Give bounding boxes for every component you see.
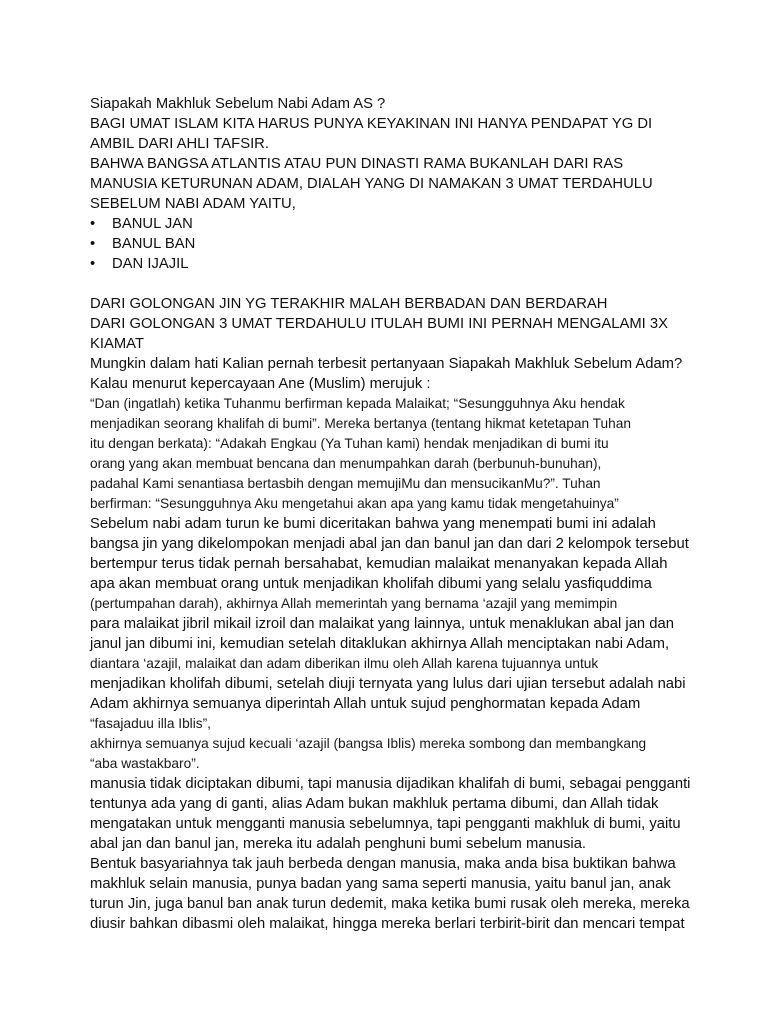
paragraph-line: Sebelum nabi adam turun ke bumi diceritakan bahwa yang menempati bumi ini adalah: [90, 516, 656, 532]
document-page: [90, 94, 710, 934]
paragraph-line: Adam akhirnya semuanya diperintah Allah untuk sujud penghormatan kepada Adam: [90, 696, 641, 712]
paragraph-line: manusia tidak diciptakan dibumi, tapi manusia dijadikan khalifah di bumi, sebagai pengganti: [90, 776, 691, 792]
paragraph-line: abal jan dan banul jan, mereka itu adalah penghuni bumi sebelum manusia.: [90, 836, 587, 852]
section-two-line: Mungkin dalam hati Kalian pernah terbesit pertanyaan Siapakah Makhluk Sebelum Adam?: [90, 356, 683, 372]
section-two: [90, 294, 710, 394]
quote-line: “Dan (ingatlah) ketika Tuhanmu berfirman kepada Malaikat; “Sesungguhnya Aku hendak: [90, 396, 625, 411]
quote-block: [90, 394, 710, 514]
paragraph-line: “fasajaduu illa Iblis”,: [90, 716, 211, 731]
section-two-line: KIAMAT: [90, 336, 144, 352]
intro-line: SEBELUM NABI ADAM YAITU,: [90, 196, 296, 212]
paragraph-line: bertempur terus tidak pernah bersahabat, kemudian malaikat menanyakan kepada Allah: [90, 556, 668, 572]
quote-line: berfirman: “Sesungguhnya Aku mengetahui akan apa yang kamu tidak mengetahuinya”: [90, 496, 619, 511]
bullet-item: • DAN IJAJIL: [90, 254, 710, 274]
paragraph-line: tentunya ada yang di ganti, alias Adam bukan makhluk pertama dibumi, dan Allah tidak: [90, 796, 659, 812]
paragraph-line: Bentuk basyariahnya tak jauh berbeda dengan manusia, maka anda bisa buktikan bahwa: [90, 856, 676, 872]
paragraph-line: turun Jin, juga banul ban anak turun dedemit, maka ketika bumi rusak oleh mereka, mereka: [90, 896, 690, 912]
intro-line: MANUSIA KETURUNAN ADAM, DIALAH YANG DI NAMAKAN 3 UMAT TERDAHULU: [90, 176, 653, 192]
quote-line: orang yang akan membuat bencana dan menumpahkan darah (berbunuh-bunuhan),: [90, 456, 602, 471]
intro-line: AMBIL DARI AHLI TAFSIR.: [90, 136, 269, 152]
section-two-line: DARI GOLONGAN 3 UMAT TERDAHULU ITULAH BUMI INI PERNAH MENGALAMI 3X: [90, 316, 669, 332]
paragraph-line: bangsa jin yang dikelompokan menjadi abal jan dan banul jan dan dari 2 kelompok tersebut: [90, 536, 689, 552]
paragraph-line: (pertumpahan darah), akhirnya Allah memerintah yang bernama ‘azajil yang memimpin: [90, 596, 618, 611]
intro-block: [90, 114, 710, 214]
section-two-line: DARI GOLONGAN JIN YG TERAKHIR MALAH BERBADAN DAN BERDARAH: [90, 296, 608, 312]
bullet-list: [90, 214, 710, 274]
paragraph-one: [90, 514, 710, 774]
intro-line: BAGI UMAT ISLAM KITA HARUS PUNYA KEYAKINAN INI HANYA PENDAPAT YG DI: [90, 116, 653, 132]
bullet-item: • BANUL JAN: [90, 214, 710, 234]
paragraph-line: makhluk selain manusia, punya badan yang sama seperti manusia, yaitu banul jan, anak: [90, 876, 671, 892]
paragraph-two: [90, 774, 710, 934]
paragraph-line: akhirnya semuanya sujud kecuali ‘azajil (bangsa Iblis) mereka sombong dan membangkang: [90, 736, 647, 751]
paragraph-line: mengatakan untuk mengganti manusia sebelumnya, tapi pengganti makhluk di bumi, yaitu: [90, 816, 681, 832]
paragraph-line: janul jan dibumi ini, kemudian setelah ditaklukan akhirnya Allah menciptakan nabi Adam,: [90, 636, 670, 652]
paragraph-line: menjadikan kholifah dibumi, setelah diuji ternyata yang lulus dari ujian tersebut adalah nabi: [90, 676, 686, 692]
paragraph-line: diusir bahkan dibasmi oleh malaikat, hingga mereka berlari terbirit-birit dan mencari tempat: [90, 916, 685, 932]
quote-line: itu dengan berkata): “Adakah Engkau (Ya Tuhan kami) hendak menjadikan di bumi itu: [90, 436, 609, 451]
section-two-line: Kalau menurut kepercayaan Ane (Muslim) merujuk :: [90, 376, 431, 392]
blank-line: [90, 274, 710, 294]
document-title: Siapakah Makhluk Sebelum Nabi Adam AS ?: [90, 96, 386, 112]
quote-line: padahal Kami senantiasa bertasbih dengan memujiMu dan mensucikanMu?”. Tuhan: [90, 476, 601, 491]
quote-line: menjadikan seorang khalifah di bumi”. Mereka bertanya (tentang hikmat ketetapan Tuhan: [90, 416, 631, 431]
bullet-item: • BANUL BAN: [90, 234, 710, 254]
paragraph-line: “aba wastakbaro”.: [90, 756, 200, 771]
paragraph-line: diantara ‘azajil, malaikat dan adam diberikan ilmu oleh Allah karena tujuannya untuk: [90, 656, 599, 671]
paragraph-line: para malaikat jibril mikail izroil dan malaikat yang lainnya, untuk menaklukan abal jan dan: [90, 616, 674, 632]
intro-line: BAHWA BANGSA ATLANTIS ATAU PUN DINASTI RAMA BUKANLAH DARI RAS: [90, 156, 624, 172]
paragraph-line: apa akan membuat orang untuk menjadikan kholifah dibumi yang selalu yasfiquddima: [90, 576, 652, 592]
